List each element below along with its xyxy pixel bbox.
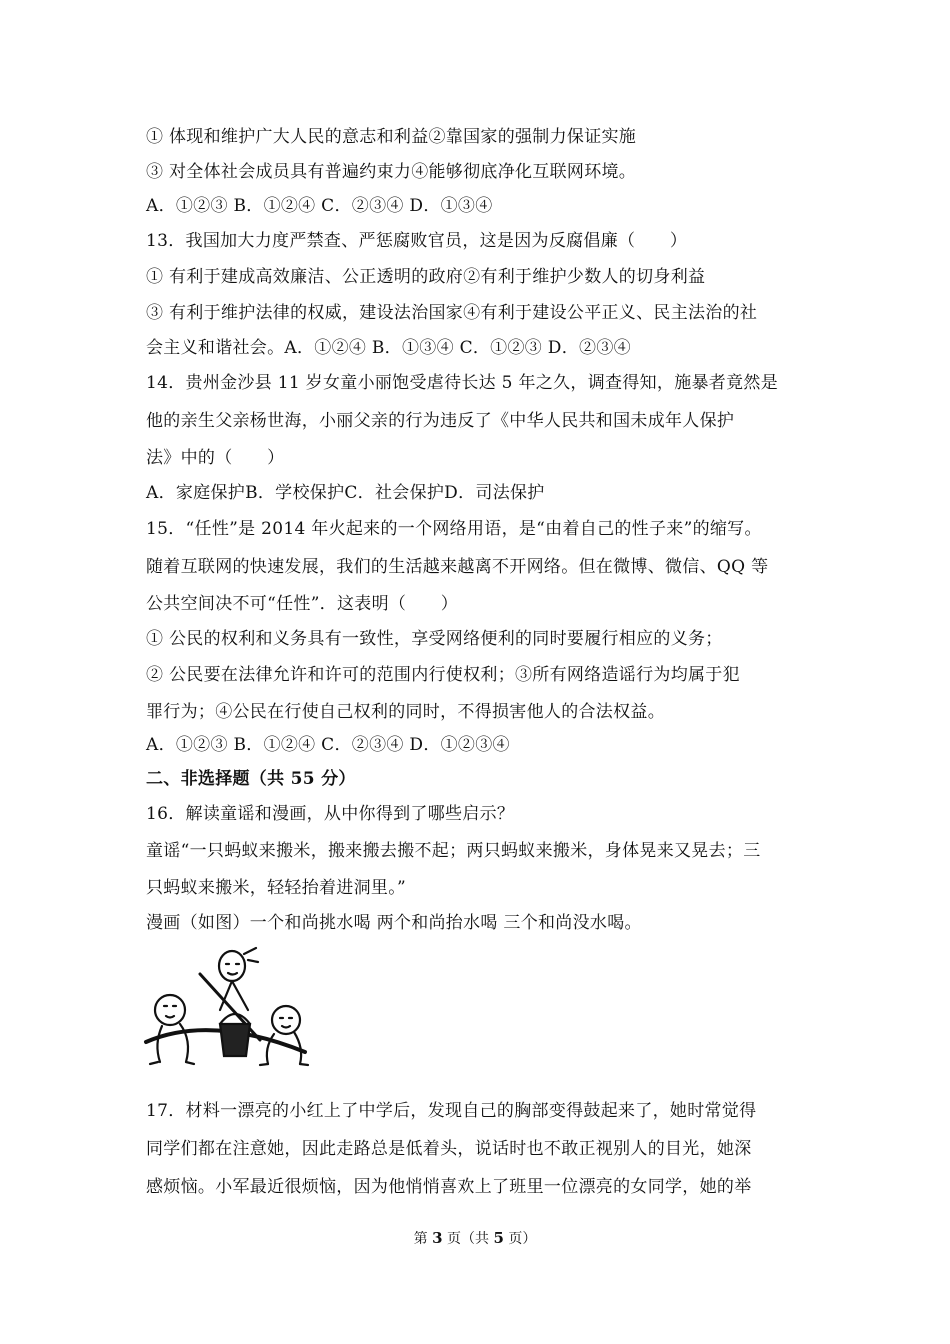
page-total: 5 [493, 1229, 504, 1247]
text-line: 感烦恼。小军最近很烦恼，因为他悄悄喜欢上了班里一位漂亮的女同学，她的举 [146, 1177, 752, 1197]
footer-suffix: 页） [503, 1231, 537, 1247]
text-line: ③ 有利于维护法律的权威，建设法治国家④有利于建设公平正义、民主法治的社 [146, 303, 758, 323]
text-line: ② 公民要在法律允许和许可的范围内行使权利；③所有网络造谣行为均属于犯 [146, 665, 740, 685]
text-line: 他的亲生父亲杨世海，小丽父亲的行为违反了《中华人民共和国未成年人保护 [146, 411, 735, 431]
text-line: 漫画（如图）一个和尚挑水喝 两个和尚抬水喝 三个和尚没水喝。 [146, 913, 642, 933]
answer-options-14: A．家庭保护B．学校保护C．社会保护D．司法保护 [146, 483, 545, 503]
question-13: 13．我国加大力度严禁查、严惩腐败官员，这是因为反腐倡廉（ ） [146, 231, 688, 251]
text-line: ① 有利于建成高效廉洁、公正透明的政府②有利于维护少数人的切身利益 [146, 267, 706, 287]
text-line: ① 公民的权利和义务具有一致性，享受网络便利的同时要履行相应的义务； [146, 629, 723, 649]
question-17: 17．材料一漂亮的小红上了中学后，发现自己的胸部变得鼓起来了，她时常觉得 [146, 1101, 757, 1121]
question-15: 15．“任性”是 2014 年火起来的一个网络用语，是“由着自己的性子来”的缩写。 [146, 519, 762, 539]
answer-options-12: A．①②③ B．①②④ C．②③④ D．①③④ [146, 196, 493, 216]
text-line: 童谣“一只蚂蚁来搬米，搬来搬去搬不起；两只蚂蚁来搬米，身体晃来又晃去；三 [146, 841, 761, 861]
text-line: 随着互联网的快速发展，我们的生活越来越离不开网络。但在微博、微信、QQ 等 [146, 557, 769, 577]
answer-options-15: A．①②③ B．①②④ C．②③④ D．①②③④ [146, 735, 510, 755]
text-line: 公共空间决不可“任性”．这表明（ ） [146, 594, 459, 614]
section-heading: 二、非选择题（共 55 分） [146, 769, 356, 789]
text-line: 会主义和谐社会。A．①②④ B．①③④ C．①②③ D．②③④ [146, 338, 631, 358]
three-monks-cartoon [140, 944, 310, 1068]
page-footer [0, 1229, 950, 1248]
question-16: 16．解读童谣和漫画，从中你得到了哪些启示？ [146, 804, 515, 824]
text-line: 同学们都在注意她，因此走路总是低着头，说话时也不敢正视别人的目光，她深 [146, 1139, 752, 1159]
text-line: ③ 对全体社会成员具有普遍约束力④能够彻底净化互联网环境。 [146, 162, 637, 182]
question-14: 14．贵州金沙县 11 岁女童小丽饱受虐待长达 5 年之久，调查得知，施暴者竟然是 [146, 373, 778, 393]
page-number: 3 [432, 1229, 443, 1247]
footer-prefix: 第 [413, 1231, 433, 1247]
text-line: ① 体现和维护广大人民的意志和利益②靠国家的强制力保证实施 [146, 127, 637, 147]
text-line: 只蚂蚁来搬米，轻轻抬着进洞里。” [146, 878, 406, 898]
text-line: 法》中的（ ） [146, 448, 285, 468]
text-line: 罪行为；④公民在行使自己权利的同时，不得损害他人的合法权益。 [146, 702, 665, 722]
footer-middle: 页（共 [442, 1231, 494, 1247]
